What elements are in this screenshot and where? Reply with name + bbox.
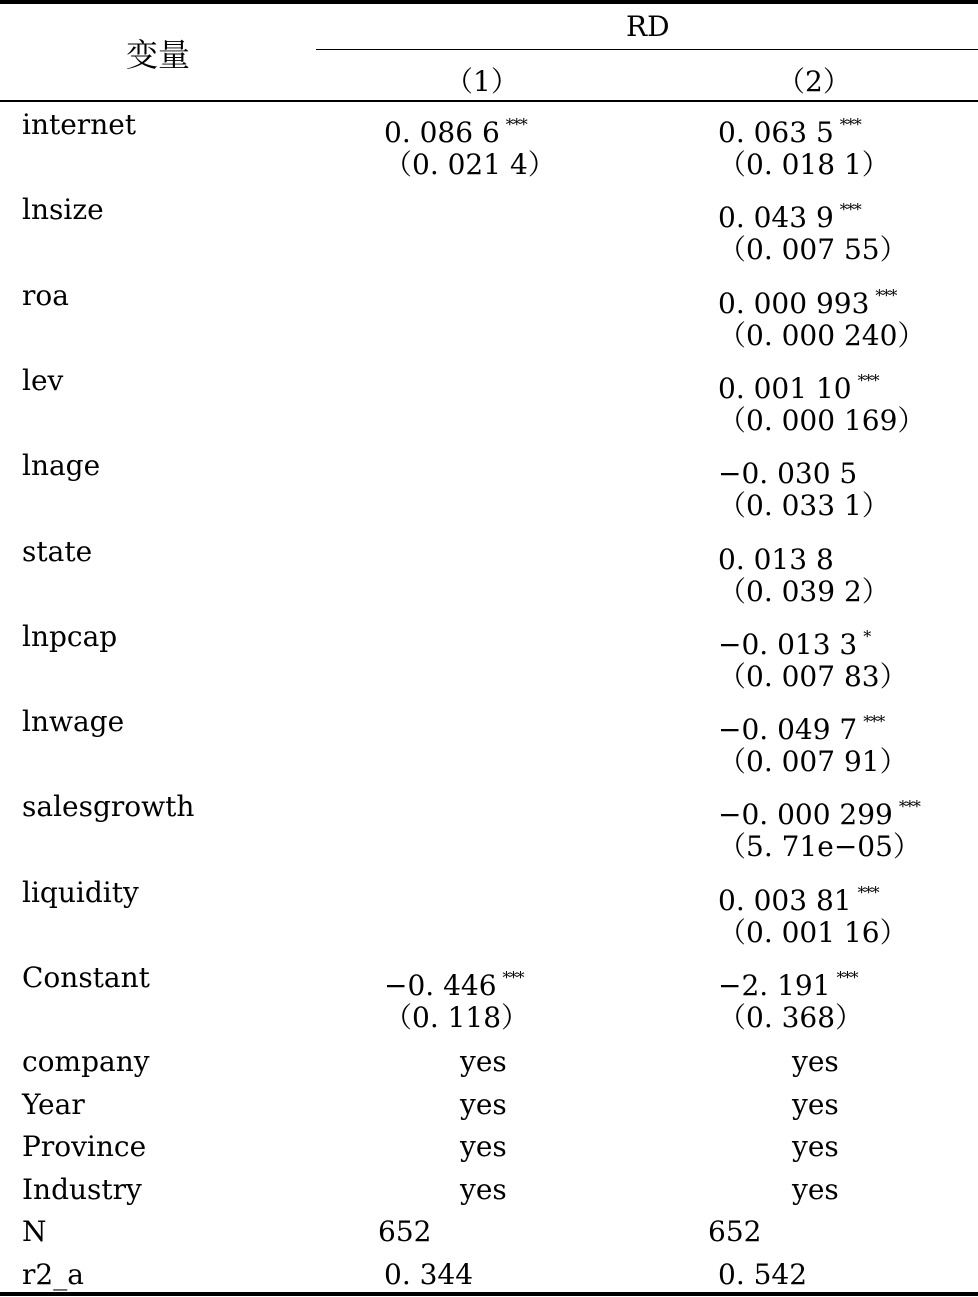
coef-col2 xyxy=(718,705,884,747)
se-col2: （0. 018 1） xyxy=(718,148,890,181)
variable-label: internet xyxy=(22,108,137,141)
coef-col2 xyxy=(718,535,840,577)
coef-col2-value: −0. 049 7 xyxy=(718,713,858,746)
control-col2: yes xyxy=(792,1088,839,1121)
coef-col2-value: −0. 030 5 xyxy=(718,457,858,490)
coef-col2-value: 0. 001 10 xyxy=(718,372,852,405)
variable-label: salesgrowth xyxy=(22,790,195,823)
se-col2: （0. 039 2） xyxy=(718,575,890,608)
coef-col2-value: 0. 043 9 xyxy=(718,201,834,234)
coef-col1-value: −0. 446 xyxy=(384,969,497,1002)
group-header: RD xyxy=(626,10,670,43)
variable-label: Constant xyxy=(22,961,150,994)
variable-label: liquidity xyxy=(22,876,139,909)
control-col1: yes xyxy=(460,1130,507,1163)
coef-col2-significance: *** xyxy=(857,883,879,902)
bottom-rule xyxy=(0,1292,978,1296)
coef-col1-value: 0. 086 6 xyxy=(384,116,500,149)
se-col2: （0. 001 16） xyxy=(718,916,908,949)
column-1-header: （1） xyxy=(445,65,519,98)
control-col1: yes xyxy=(460,1173,507,1206)
coef-col2-significance: *** xyxy=(857,371,879,390)
se-col2: （0. 033 1） xyxy=(718,489,890,522)
group-underline xyxy=(316,49,978,50)
coef-col2-value: 0. 003 81 xyxy=(718,884,852,917)
stat-label: r2_a xyxy=(22,1258,84,1291)
variable-label: lnpcap xyxy=(22,620,118,653)
variable-label: roa xyxy=(22,279,69,312)
coef-col2 xyxy=(718,108,861,150)
coef-col2-significance: *** xyxy=(836,968,858,987)
stat-col1: 652 xyxy=(378,1215,432,1248)
se-col2: （0. 000 169） xyxy=(718,404,926,437)
coef-col2-significance: * xyxy=(863,627,871,646)
top-rule xyxy=(0,0,978,4)
variable-label: lnwage xyxy=(22,705,125,738)
se-col2: （0. 007 83） xyxy=(718,660,908,693)
coef-col2 xyxy=(718,876,879,918)
control-label: Province xyxy=(22,1130,147,1163)
control-col1: yes xyxy=(460,1088,507,1121)
control-col2: yes xyxy=(792,1045,839,1078)
coef-col2-value: 0. 063 5 xyxy=(718,116,834,149)
se-col2: （0. 368） xyxy=(718,1001,864,1034)
stat-col2: 0. 542 xyxy=(718,1258,808,1291)
coef-col2-significance: *** xyxy=(839,115,861,134)
coef-col2 xyxy=(718,961,858,1003)
coef-col2-value: −0. 013 3 xyxy=(718,628,858,661)
variable-label: state xyxy=(22,535,93,568)
se-col2: （5. 71e−05） xyxy=(718,830,921,863)
variable-header: 变量 xyxy=(126,36,191,74)
coef-col2 xyxy=(718,790,920,832)
se-col2: （0. 007 55） xyxy=(718,233,908,266)
stat-label: N xyxy=(22,1215,47,1248)
coef-col2-significance: *** xyxy=(898,797,920,816)
control-col1: yes xyxy=(460,1045,507,1078)
header-rule xyxy=(0,100,978,102)
coef-col2 xyxy=(718,449,863,491)
stat-col1: 0. 344 xyxy=(384,1258,474,1291)
control-col2: yes xyxy=(792,1130,839,1163)
se-col1: （0. 118） xyxy=(384,1001,530,1034)
coef-col2 xyxy=(718,364,879,406)
variable-label: lnsize xyxy=(22,193,104,226)
coef-col1-significance: *** xyxy=(502,968,524,987)
coef-col2-significance: *** xyxy=(863,712,885,731)
coef-col2 xyxy=(718,620,870,662)
control-label: company xyxy=(22,1045,150,1078)
column-2-header: （2） xyxy=(777,65,851,98)
coef-col2 xyxy=(718,279,896,321)
coef-col2-value: −0. 000 299 xyxy=(718,798,893,831)
stat-col2: 652 xyxy=(708,1215,762,1248)
coef-col1 xyxy=(384,108,527,150)
coef-col1-significance: *** xyxy=(505,115,527,134)
control-label: Year xyxy=(22,1088,85,1121)
coef-col2 xyxy=(718,193,861,235)
coef-col2-value: −2. 191 xyxy=(718,969,831,1002)
se-col2: （0. 000 240） xyxy=(718,319,926,352)
control-col2: yes xyxy=(792,1173,839,1206)
variable-label: lev xyxy=(22,364,64,397)
coef-col2-significance: *** xyxy=(875,286,897,305)
coef-col2-significance: *** xyxy=(839,200,861,219)
variable-label: lnage xyxy=(22,449,101,482)
control-label: Industry xyxy=(22,1173,142,1206)
coef-col1 xyxy=(384,961,524,1003)
coef-col2-value: 0. 000 993 xyxy=(718,287,870,320)
se-col2: （0. 007 91） xyxy=(718,745,908,778)
coef-col2-value: 0. 013 8 xyxy=(718,543,834,576)
se-col1: （0. 021 4） xyxy=(384,148,556,181)
